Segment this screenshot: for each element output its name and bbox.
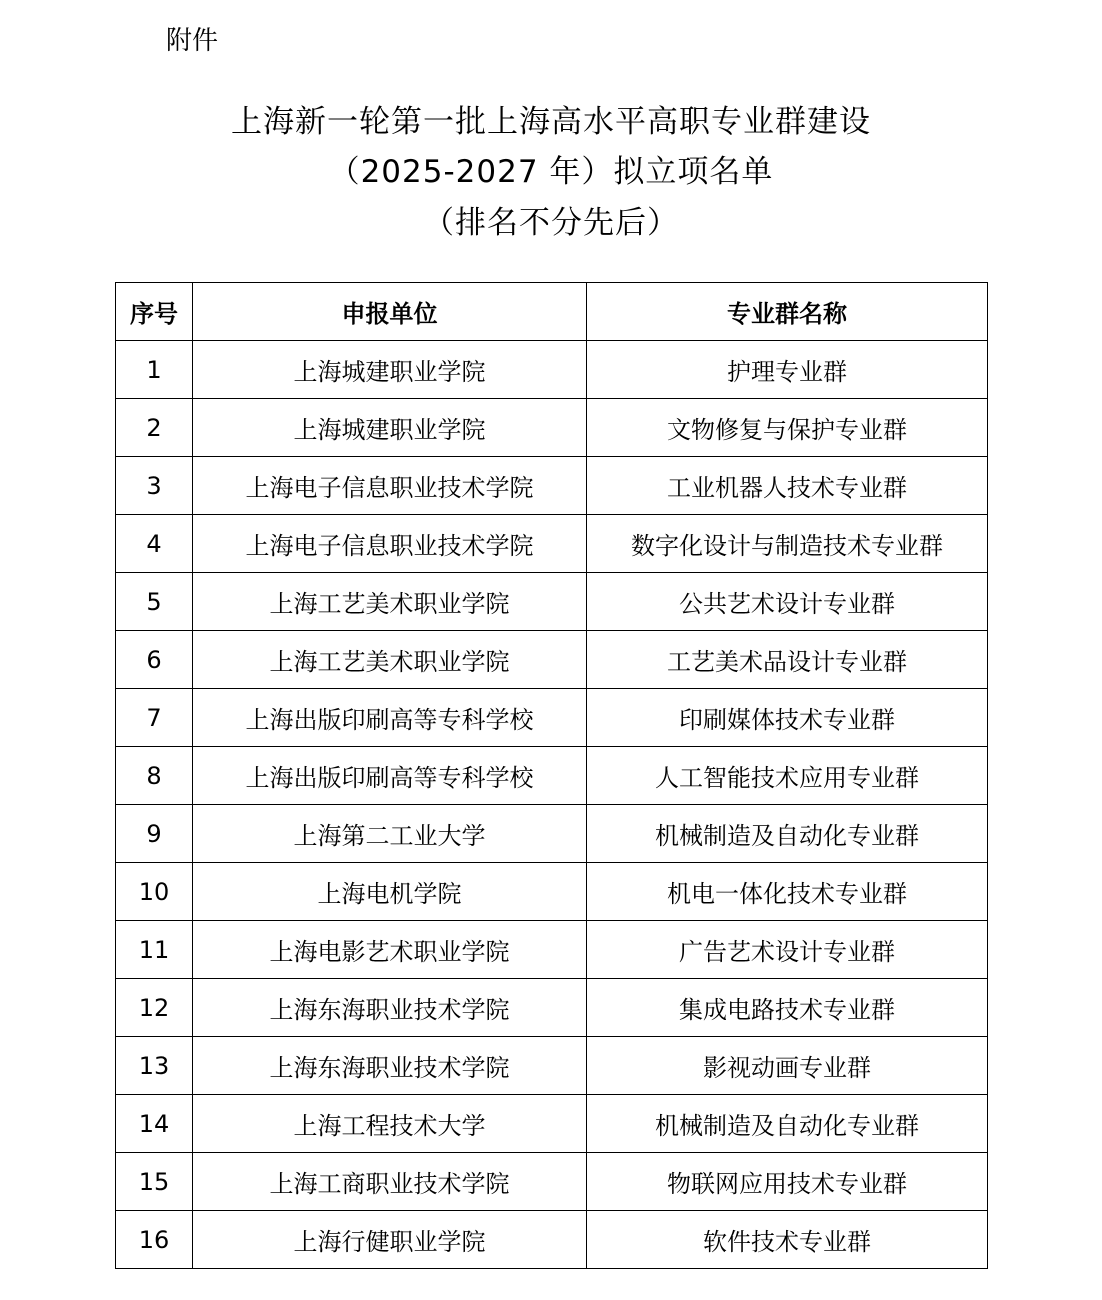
table-row <box>116 631 988 689</box>
cell-program-group-name: 机械制造及自动化专业群 <box>587 1095 988 1153</box>
table-row <box>116 1095 988 1153</box>
cell-serial-number: 10 <box>116 863 193 921</box>
table-row <box>116 341 988 399</box>
table-row <box>116 1153 988 1211</box>
table-row <box>116 573 988 631</box>
table-row <box>116 399 988 457</box>
cell-program-group-name: 人工智能技术应用专业群 <box>587 747 988 805</box>
cell-serial-number: 12 <box>116 979 193 1037</box>
table-row <box>116 979 988 1037</box>
table-body <box>116 341 988 1269</box>
cell-serial-number: 1 <box>116 341 193 399</box>
cell-applicant-unit: 上海电机学院 <box>193 863 587 921</box>
table-row <box>116 515 988 573</box>
cell-serial-number: 14 <box>116 1095 193 1153</box>
attachment-label: 附件 <box>166 26 219 56</box>
cell-program-group-name: 物联网应用技术专业群 <box>587 1153 988 1211</box>
cell-applicant-unit: 上海工程技术大学 <box>193 1095 587 1153</box>
cell-serial-number: 6 <box>116 631 193 689</box>
cell-serial-number: 8 <box>116 747 193 805</box>
cell-serial-number: 7 <box>116 689 193 747</box>
table-header-row <box>116 283 988 341</box>
cell-serial-number: 2 <box>116 399 193 457</box>
cell-applicant-unit: 上海第二工业大学 <box>193 805 587 863</box>
header-program-group-name: 专业群名称 <box>587 283 988 341</box>
cell-applicant-unit: 上海工商职业技术学院 <box>193 1153 587 1211</box>
cell-applicant-unit: 上海电子信息职业技术学院 <box>193 515 587 573</box>
cell-program-group-name: 影视动画专业群 <box>587 1037 988 1095</box>
cell-serial-number: 13 <box>116 1037 193 1095</box>
cell-applicant-unit: 上海东海职业技术学院 <box>193 979 587 1037</box>
cell-applicant-unit: 上海东海职业技术学院 <box>193 1037 587 1095</box>
cell-applicant-unit: 上海电子信息职业技术学院 <box>193 457 587 515</box>
cell-serial-number: 15 <box>116 1153 193 1211</box>
cell-applicant-unit: 上海出版印刷高等专科学校 <box>193 747 587 805</box>
cell-program-group-name: 集成电路技术专业群 <box>587 979 988 1037</box>
cell-applicant-unit: 上海工艺美术职业学院 <box>193 573 587 631</box>
document-title <box>0 97 1102 248</box>
table-row <box>116 805 988 863</box>
cell-program-group-name: 印刷媒体技术专业群 <box>587 689 988 747</box>
table-row <box>116 1211 988 1269</box>
cell-applicant-unit: 上海城建职业学院 <box>193 341 587 399</box>
cell-program-group-name: 工业机器人技术专业群 <box>587 457 988 515</box>
cell-program-group-name: 数字化设计与制造技术专业群 <box>587 515 988 573</box>
cell-applicant-unit: 上海城建职业学院 <box>193 399 587 457</box>
header-serial-number: 序号 <box>116 283 193 341</box>
cell-serial-number: 3 <box>116 457 193 515</box>
project-list-table <box>115 282 988 1269</box>
title-line-main: 上海新一轮第一批上海高水平高职专业群建设 <box>231 104 871 140</box>
cell-serial-number: 9 <box>116 805 193 863</box>
cell-program-group-name: 文物修复与保护专业群 <box>587 399 988 457</box>
cell-applicant-unit: 上海电影艺术职业学院 <box>193 921 587 979</box>
cell-serial-number: 4 <box>116 515 193 573</box>
table-row <box>116 1037 988 1095</box>
title-line-period: （2025-2027 年）拟立项名单 <box>328 154 774 190</box>
table-row <box>116 689 988 747</box>
cell-program-group-name: 广告艺术设计专业群 <box>587 921 988 979</box>
cell-applicant-unit: 上海工艺美术职业学院 <box>193 631 587 689</box>
table-row <box>116 863 988 921</box>
cell-program-group-name: 工艺美术品设计专业群 <box>587 631 988 689</box>
cell-program-group-name: 机电一体化技术专业群 <box>587 863 988 921</box>
cell-serial-number: 16 <box>116 1211 193 1269</box>
table-row <box>116 747 988 805</box>
cell-serial-number: 5 <box>116 573 193 631</box>
cell-applicant-unit: 上海行健职业学院 <box>193 1211 587 1269</box>
table-row <box>116 921 988 979</box>
cell-serial-number: 11 <box>116 921 193 979</box>
cell-program-group-name: 公共艺术设计专业群 <box>587 573 988 631</box>
title-line-order-note: （排名不分先后） <box>423 205 679 241</box>
cell-program-group-name: 软件技术专业群 <box>587 1211 988 1269</box>
cell-program-group-name: 机械制造及自动化专业群 <box>587 805 988 863</box>
header-applicant-unit: 申报单位 <box>193 283 587 341</box>
cell-applicant-unit: 上海出版印刷高等专科学校 <box>193 689 587 747</box>
table-row <box>116 457 988 515</box>
cell-program-group-name: 护理专业群 <box>587 341 988 399</box>
